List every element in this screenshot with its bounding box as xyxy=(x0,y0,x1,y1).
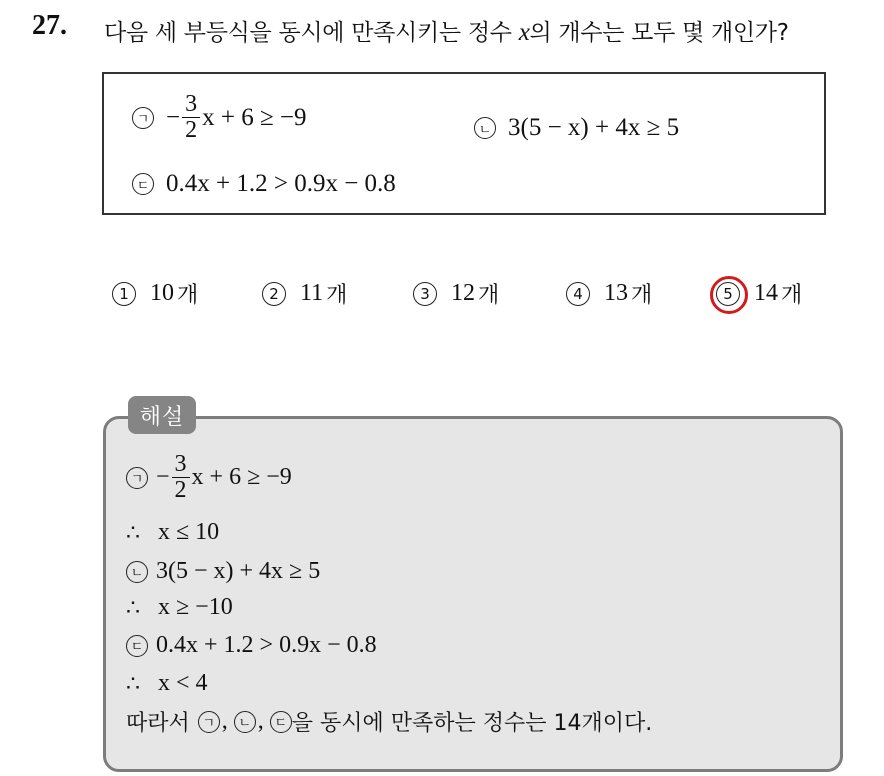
conclusion-prefix: 따라서 xyxy=(126,711,190,736)
question-number: 27. xyxy=(32,10,67,41)
option-3[interactable] xyxy=(413,278,499,309)
therefore-symbol: ∴ xyxy=(126,594,140,620)
option-5[interactable] xyxy=(716,278,802,309)
option-4-symbol: 4 xyxy=(566,282,590,306)
therefore-symbol: ∴ xyxy=(126,519,140,545)
option-3-value: 12 xyxy=(451,280,475,306)
option-5-symbol xyxy=(716,282,740,306)
answer-options xyxy=(0,278,884,318)
option-2[interactable] xyxy=(262,278,347,309)
question-variable: x xyxy=(518,19,530,46)
condition-2 xyxy=(474,114,679,142)
solution-sign-1: − xyxy=(156,464,170,491)
solution-line-5 xyxy=(126,632,377,659)
solution-expr-5: 0.4x + 1.2 > 0.9x − 0.8 xyxy=(156,632,377,658)
solution-expr-4: x ≥ −10 xyxy=(158,594,233,620)
solution-mark-3: ㄴ xyxy=(126,561,148,583)
option-4[interactable] xyxy=(566,278,652,309)
condition-2-expr: 3(5 − x) + 4x ≥ 5 xyxy=(508,114,680,141)
option-1-value: 10 xyxy=(150,280,174,306)
question-text xyxy=(104,14,789,47)
option-3-symbol: 3 xyxy=(413,282,437,306)
solution-line-2 xyxy=(126,519,219,546)
solution-rest-1: x + 6 ≥ −9 xyxy=(191,464,292,491)
solution-mark-1: ㄱ xyxy=(126,467,148,489)
solution-expr-2: x ≤ 10 xyxy=(158,519,220,545)
option-2-value: 11 xyxy=(300,280,324,306)
solution-tag: 해설 xyxy=(128,396,196,434)
conclusion-mark-3: ㄷ xyxy=(270,711,292,733)
fraction-denominator: 2 xyxy=(185,117,198,144)
selected-answer-circle xyxy=(710,276,748,314)
conclusion-suffix: 을 동시에 만족하는 정수는 14개이다. xyxy=(291,711,653,736)
conclusion-mark-2: ㄴ xyxy=(234,711,256,733)
condition-1-rest: x + 6 ≥ −9 xyxy=(202,103,307,131)
solution-line-6 xyxy=(126,670,208,697)
solution-fraction-numerator: 3 xyxy=(172,452,190,478)
condition-1-sign: − xyxy=(166,103,181,131)
option-2-symbol: 2 xyxy=(262,282,286,306)
solution-fraction xyxy=(172,452,190,503)
condition-1-mark: ㄱ xyxy=(132,107,154,129)
condition-3-expr: 0.4x + 1.2 > 0.9x − 0.8 xyxy=(166,170,396,197)
condition-2-mark: ㄴ xyxy=(474,117,496,139)
condition-3-mark: ㄷ xyxy=(132,173,154,195)
solution-line-1 xyxy=(126,452,292,503)
option-3-unit: 개 xyxy=(478,283,500,308)
solution-line-3 xyxy=(126,558,320,585)
solution-mark-5: ㄷ xyxy=(126,635,148,657)
solution-conclusion xyxy=(126,706,652,737)
solution-fraction-denominator: 2 xyxy=(174,477,187,504)
conclusion-separator: , xyxy=(257,708,264,734)
option-1[interactable] xyxy=(112,278,198,309)
solution-line-4 xyxy=(126,594,233,621)
condition-1-fraction xyxy=(182,92,200,143)
solution-expr-6: x < 4 xyxy=(158,670,208,696)
option-1-symbol: 1 xyxy=(112,282,136,306)
option-5-value: 14 xyxy=(754,280,778,306)
option-4-value: 13 xyxy=(604,280,628,306)
option-2-unit: 개 xyxy=(326,283,348,308)
condition-3 xyxy=(132,170,396,198)
therefore-symbol: ∴ xyxy=(126,670,140,696)
question-text-after: 의 개수는 모두 몇 개인가? xyxy=(529,20,789,46)
option-5-symbol-text: 5 xyxy=(723,284,733,303)
option-5-unit: 개 xyxy=(781,283,803,308)
option-1-unit: 개 xyxy=(177,283,199,308)
option-4-unit: 개 xyxy=(631,283,653,308)
condition-1 xyxy=(132,92,307,143)
conclusion-separator: , xyxy=(221,708,228,734)
question-text-before: 다음 세 부등식을 동시에 만족시키는 정수 xyxy=(104,20,519,46)
conclusion-mark-1: ㄱ xyxy=(198,711,220,733)
solution-expr-3: 3(5 − x) + 4x ≥ 5 xyxy=(156,558,321,584)
fraction-numerator: 3 xyxy=(182,92,200,118)
